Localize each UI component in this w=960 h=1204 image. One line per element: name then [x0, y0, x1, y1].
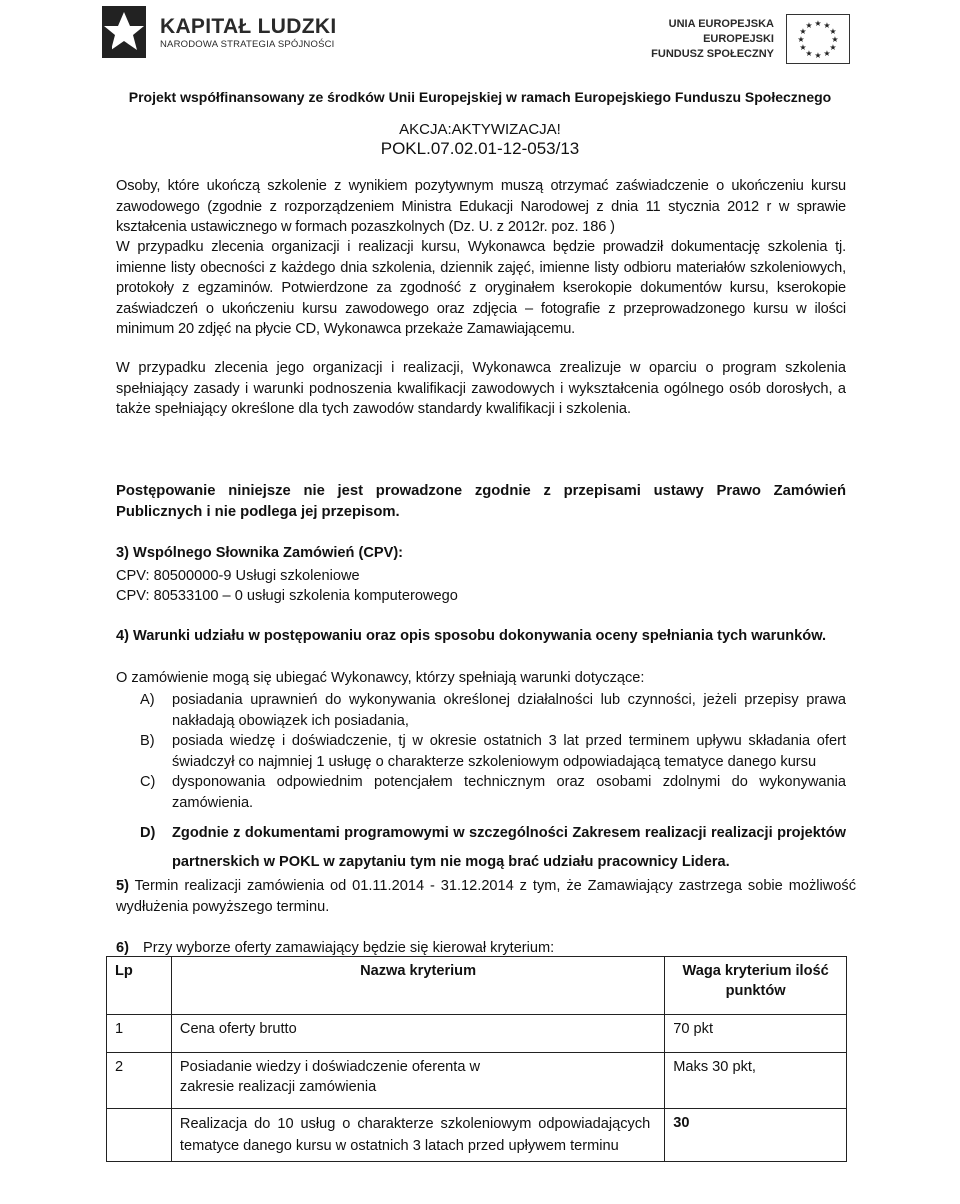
- svg-text:★: ★: [829, 43, 837, 52]
- table-cell: Posiadanie wiedzy i doświadczenie oferenta w zakresie realizacji zamówienia: [171, 1053, 664, 1109]
- table-cell: Realizacja do 10 usług o charakterze szkoleniowym odpowiadających tematyce danego kursu w ostatnich 3 latach przed upływem terminu: [171, 1109, 664, 1162]
- list-marker: D): [140, 825, 156, 841]
- project-code: POKL.07.02.01-12-053/13: [380, 139, 580, 158]
- header-cell-lp: Lp: [107, 957, 172, 1015]
- section-5-text: Termin realizacji zamówienia od 01.11.2014 - 31.12.2014 z tym, że Zamawiający zastrzega sobie możliwość wydłużenia powyższego terminu.: [116, 878, 857, 915]
- list-text: posiadania uprawnień do wykonywania określonej działalności lub czynności, jeżeli przepisy prawa nakładają obowiązek ich posiadania,: [172, 692, 846, 729]
- list-marker: A): [140, 692, 155, 708]
- list-item: [140, 690, 846, 731]
- section-6: [116, 938, 554, 958]
- section-4-number: 4): [116, 628, 129, 644]
- header-cell-name: Nazwa kryterium: [171, 957, 664, 1015]
- table-cell: 70 pkt: [665, 1015, 847, 1053]
- table-cell: 2: [107, 1053, 172, 1109]
- kapital-ludzki-star-icon: [100, 4, 150, 60]
- action-name: AKCJA:AKTYWIZACJA!: [399, 121, 561, 138]
- kl-subtitle: NARODOWA STRATEGIA SPÓJNOŚCI: [160, 38, 335, 50]
- section-3-number: 3): [116, 545, 129, 561]
- project-action-block: [0, 120, 960, 158]
- cpv-code-1: CPV: 80500000-9 Usługi szkoleniowe: [116, 568, 360, 584]
- section-4-heading: [116, 626, 826, 646]
- project-cofinancing-line: Projekt współfinansowany ze środków Unii Europejskiej w ramach Europejskiego Funduszu Społecznego: [128, 89, 832, 105]
- svg-text:★: ★: [823, 49, 831, 58]
- svg-text:★: ★: [829, 27, 837, 36]
- svg-text:★: ★: [814, 51, 822, 60]
- conditions-intro: O zamówienie mogą się ubiegać Wykonawcy, którzy spełniają warunki dotyczące:: [116, 670, 645, 686]
- svg-text:★: ★: [799, 43, 807, 52]
- svg-text:★: ★: [823, 21, 831, 30]
- svg-text:★: ★: [831, 35, 839, 44]
- eu-line-2: EUROPEJSKI: [703, 32, 774, 45]
- eu-line-1: UNIA EUROPEJSKA: [668, 17, 774, 30]
- svg-text:★: ★: [797, 35, 805, 44]
- svg-text:★: ★: [814, 19, 822, 28]
- svg-text:★: ★: [799, 27, 807, 36]
- table-cell: 30: [665, 1109, 847, 1162]
- section-3-title: Wspólnego Słownika Zamówień (CPV):: [133, 545, 404, 561]
- conditions-list: [140, 690, 846, 877]
- list-text: dysponowania odpowiednim potencjałem technicznym oraz osobami zdolnymi do wykonywania zamówienia.: [172, 774, 846, 811]
- list-text: posiada wiedzę i doświadczenie, tj w okresie ostatnich 3 lat przed terminem upływu składania ofert świadczył co najmniej 1 usługę o charakterze szkoleniowym odpowiadającą tematyce danego kursu: [172, 733, 846, 770]
- section-4-title: Warunki udziału w postępowaniu oraz opis sposobu dokonywania oceny spełniania tych warunków.: [133, 628, 827, 644]
- header-cell-weight: Waga kryterium ilość punktów: [665, 957, 847, 1015]
- documentation-paragraph: W przypadku zlecenia organizacji i realizacji kursu, Wykonawca będzie prowadził dokumentację szkolenia tj. imienne listy obecności z każdego dnia szkolenia, dziennik zajęć, imienne listy odbioru materiałów szkoleniowych, protokoły z egzaminów. Potwierdzone za zgodność z oryginałem kserokopie dokumentów kursu, kserokopie zaświadczeń o ukończeniu kursu zawodowego oraz zdjęcia – fotografie z przeprowadzonego kursu w ilości minimum 20 zdjęć na płycie CD, Wykonawca przekaże Zamawiającemu.: [116, 239, 846, 337]
- list-marker: B): [140, 733, 155, 749]
- table-row: [107, 1053, 847, 1109]
- svg-text:★: ★: [805, 21, 813, 30]
- kl-title: KAPITAŁ LUDZKI: [160, 14, 337, 38]
- eu-flag-icon: [786, 14, 850, 64]
- svg-text:★: ★: [805, 49, 813, 58]
- table-row: [107, 1109, 847, 1162]
- list-marker: C): [140, 774, 156, 790]
- list-item: [140, 819, 846, 877]
- eu-line-3: FUNDUSZ SPOŁECZNY: [651, 47, 774, 60]
- list-item: [140, 772, 846, 813]
- section-6-text: Przy wyborze oferty zamawiający będzie się kierował kryterium:: [143, 940, 555, 956]
- program-paragraph: W przypadku zlecenia jego organizacji i realizacji, Wykonawca zrealizuje w oparciu o program szkolenia spełniający zasady i warunki podnoszenia kwalifikacji zawodowych i wykształcenia ogólnego osób dorosłych, a także spełniający określone dla tych zawodów standardy kwalifikacji i szkolenia.: [116, 360, 846, 417]
- table-cell: [107, 1109, 172, 1162]
- pzp-notice: Postępowanie niniejsze nie jest prowadzone zgodnie z przepisami ustawy Prawo Zamówień Publicznych i nie podlega jej przepisom.: [116, 483, 846, 520]
- document-header: [0, 0, 960, 84]
- table-cell: Maks 30 pkt,: [665, 1053, 847, 1109]
- table-header-row: [107, 957, 847, 1015]
- table-row: [107, 1015, 847, 1053]
- eu-logo: [651, 14, 850, 64]
- list-item: [140, 731, 846, 772]
- criteria-table: [106, 956, 847, 1162]
- section-5: [116, 876, 856, 917]
- cpv-code-2: CPV: 80533100 – 0 usługi szkolenia komputerowego: [116, 588, 458, 604]
- certificate-paragraph: Osoby, które ukończą szkolenie z wynikiem pozytywnym muszą otrzymać zaświadczenie o ukończeniu kursu zawodowego (zgodnie z rozporządzeniem Ministra Edukacji Narodowej z dnia 11 stycznia 2012 r w sprawie kształcenia ustawicznego w formach pozaszkolnych (Dz. U. z 2012r. poz. 186 ): [116, 178, 846, 235]
- section-6-number: 6): [116, 940, 129, 956]
- section-5-number: 5): [116, 878, 129, 894]
- section-3-heading: [116, 543, 403, 563]
- kapital-ludzki-logo: [100, 4, 336, 60]
- table-cell: Cena oferty brutto: [171, 1015, 664, 1053]
- list-text: Zgodnie z dokumentami programowymi w szczególności Zakresem realizacji realizacji projektów partnerskich w POKL w zapytaniu tym nie mogą brać udziału pracownicy Lidera.: [172, 825, 846, 870]
- table-cell: 1: [107, 1015, 172, 1053]
